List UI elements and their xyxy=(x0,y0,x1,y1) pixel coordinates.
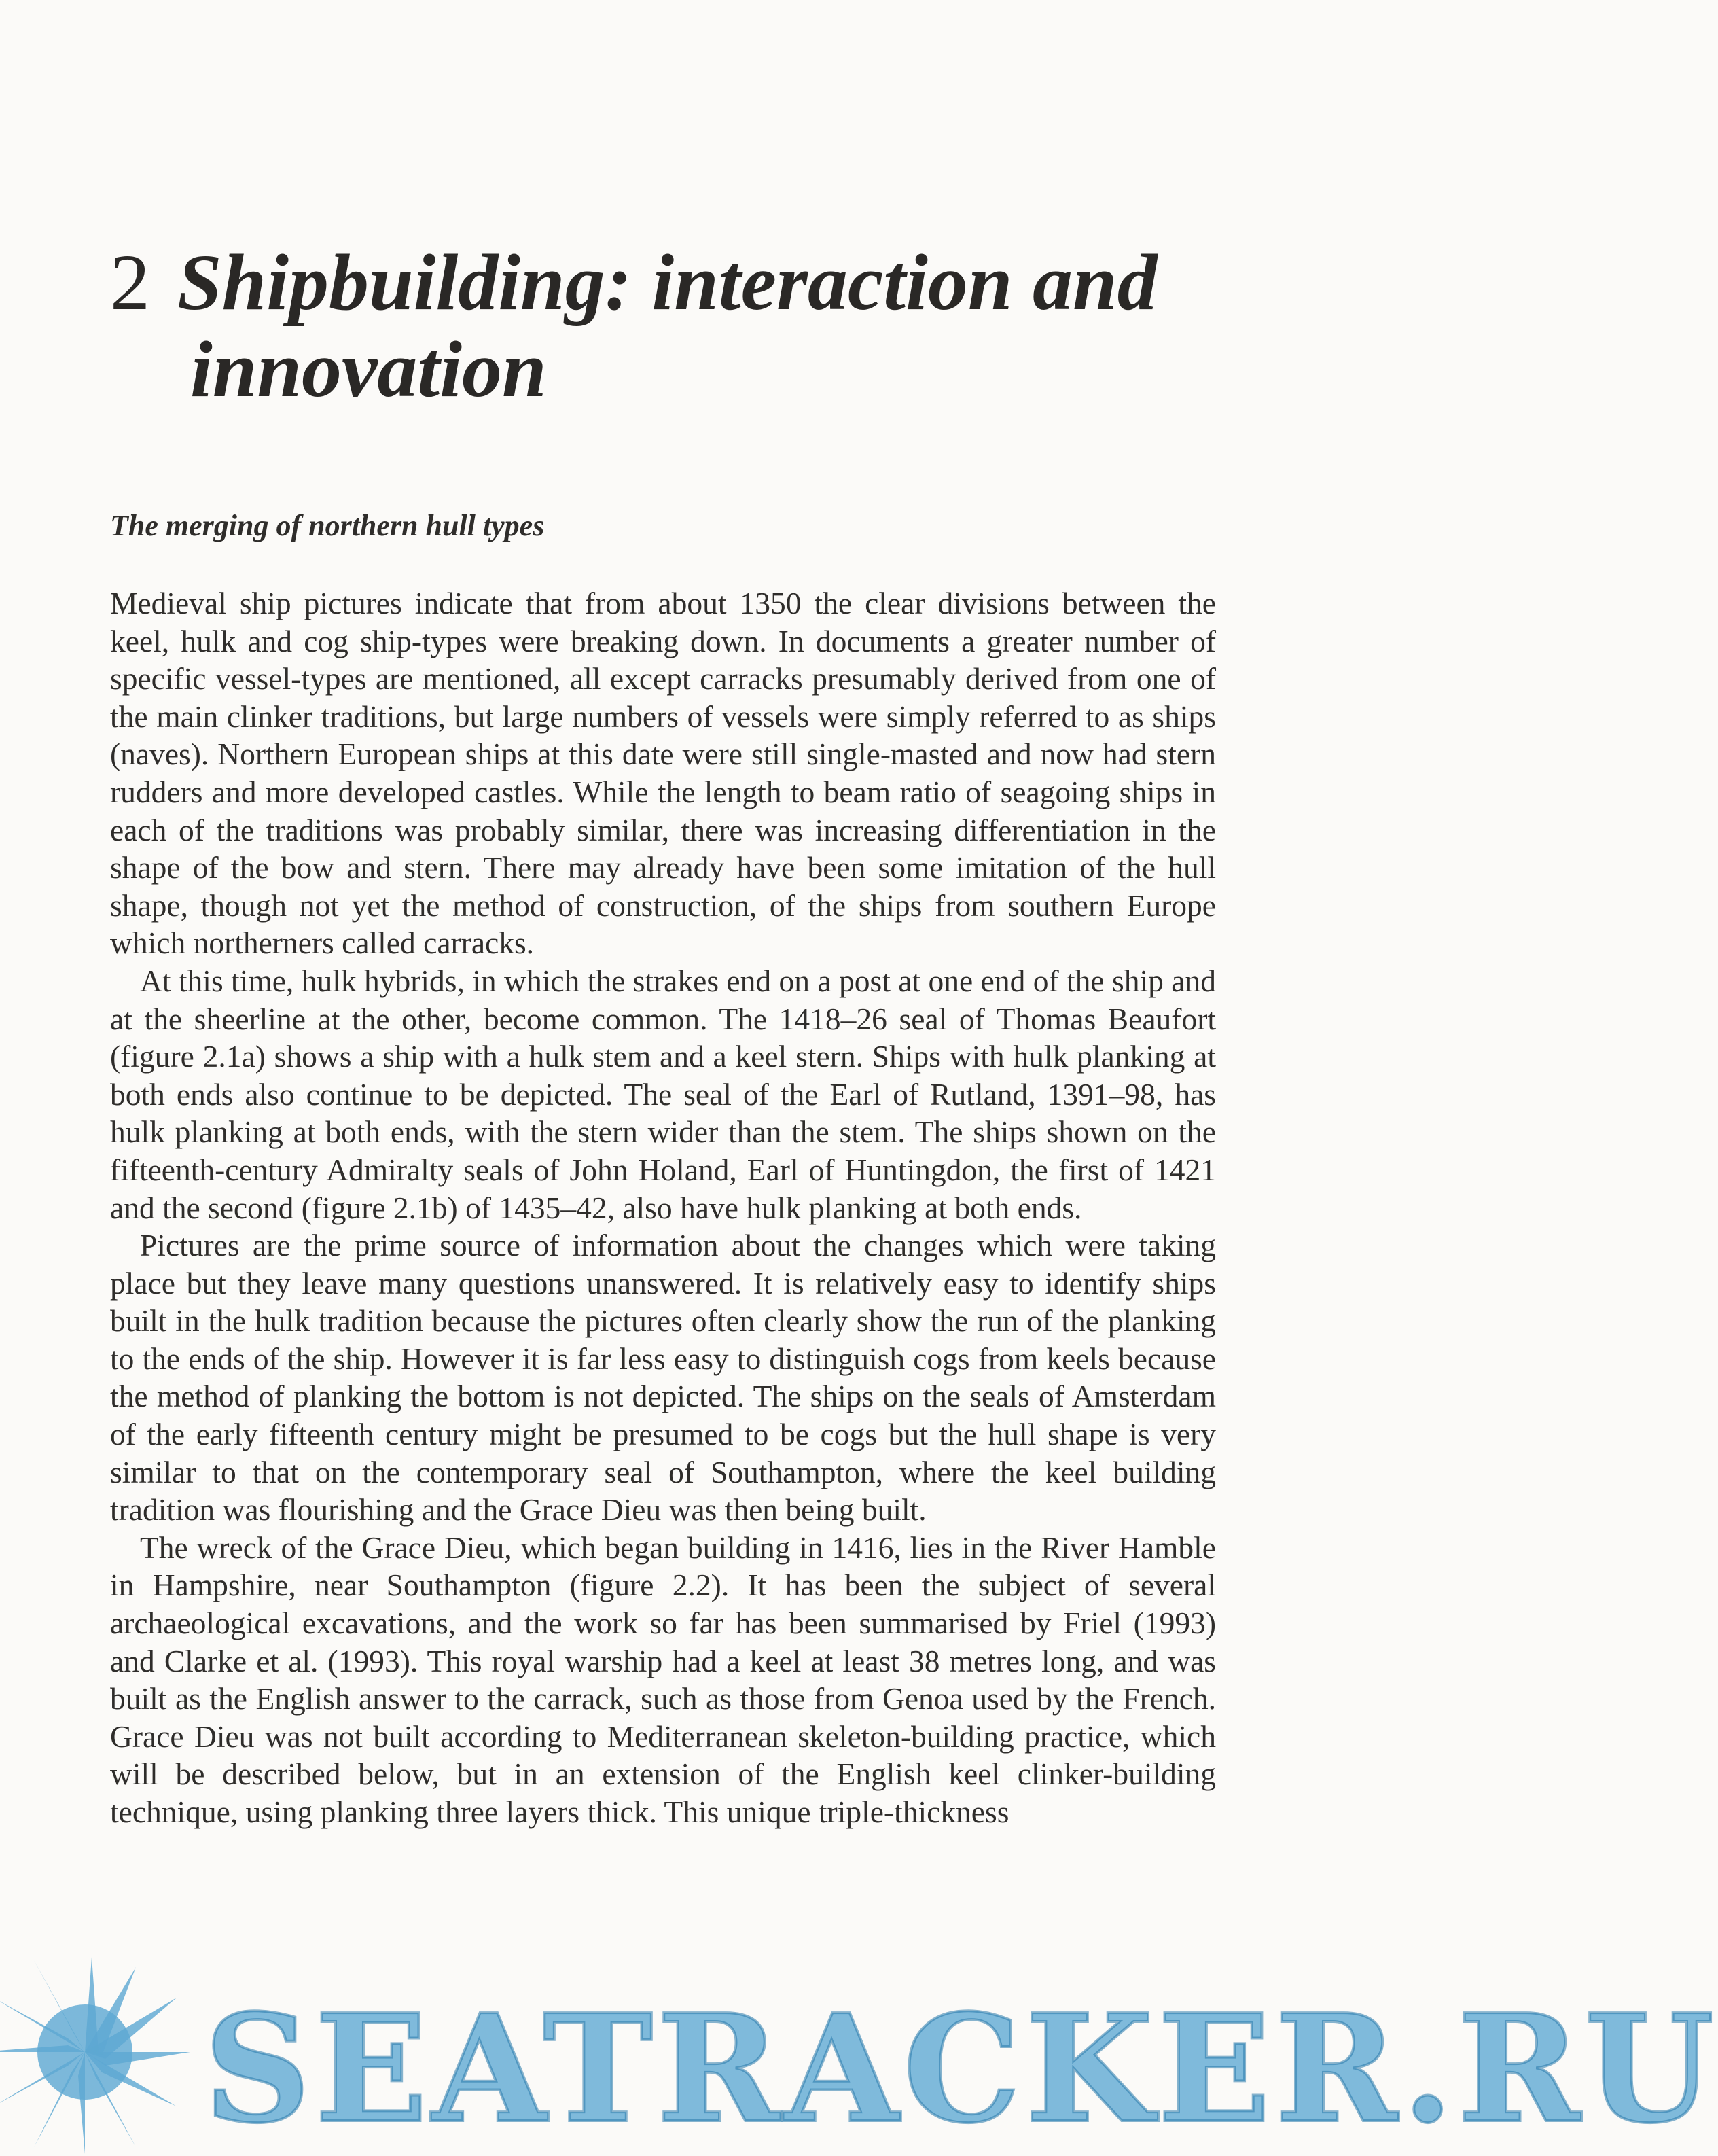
book-page xyxy=(110,0,1216,2155)
paragraph: Medieval ship pictures indicate that from about 1350 the clear divisions between the keel, hulk and cog ship-types were breaking down. In documents a greater number of specific vessel-types are mentioned, all except carracks presumably derived from one of the main clinker traditions, but large numbers of vessels were simply referred to as ships (naves). Northern European ships at this date were still single-masted and now had stern rudders and more developed castles. While the length to beam ratio of seagoing ships in each of the traditions was probably similar, there was increasing differentiation in the shape of the bow and stern. There may already have been some imitation of the hull shape, though not yet the method of construction, of the ships from southern Europe which northerners called carracks. xyxy=(110,586,1216,961)
section-heading: The merging of northern hull types xyxy=(110,509,545,542)
watermark-text: SEATRACKER.RU xyxy=(204,1982,1718,2156)
paragraph: The wreck of the Grace Dieu, which began building in 1416, lies in the River Hamble in Hampshire, near Southampton (figure 2.2). It has been the subject of several archaeological excavations, and the work so far has been summarised by Friel (1993) and Clarke et al. (1993). This royal warship had a keel at least 38 metres long, and was built as the English answer to the carrack, such as those from Genoa used by the French. Grace Dieu was not built according to Mediterranean skeleton-building practice, which will be described below, but in an extension of the English keel clinker-building technique, using planking three layers thick. This unique triple-thickness xyxy=(110,1530,1216,1829)
chapter-title-line-2: innovation xyxy=(190,325,547,414)
chapter-number: 2 xyxy=(110,238,150,327)
chapter-title xyxy=(110,239,1238,413)
body-text xyxy=(110,584,1216,1831)
chapter-title-line-1 xyxy=(110,239,1238,326)
chapter-title-text-1: Shipbuilding: interaction and xyxy=(177,238,1158,327)
paragraph: Pictures are the prime source of information about the changes which were taking place but they leave many questions unanswered. It is relatively easy to identify ships built in the hulk tradition because the pictures often clearly show the run of the planking to the ends of the ship. However it is far less easy to distinguish cogs from keels because the method of planking the bottom is not depicted. The ships on the seals of Amsterdam of the early fifteenth century might be presumed to be cogs but the hull shape is very similar to that on the contemporary seal of Southampton, where the keel building tradition was flourishing and the Grace Dieu was then being built. xyxy=(110,1228,1216,1527)
paragraph: At this time, hulk hybrids, in which the strakes end on a post at one end of the ship and at the sheerline at the other, become common. The 1418–26 seal of Thomas Beaufort (figure 2.1a) shows a ship with a hulk stem and a keel stern. Ships with hulk planking at both ends also continue to be depicted. The seal of the Earl of Rutland, 1391–98, has hulk planking at both ends, with the stern wider than the stem. The ships shown on the fifteenth-century Admiralty seals of John Holand, Earl of Huntingdon, the first of 1421 and the second (figure 2.1b) of 1435–42, also have hulk planking at both ends. xyxy=(110,963,1216,1225)
